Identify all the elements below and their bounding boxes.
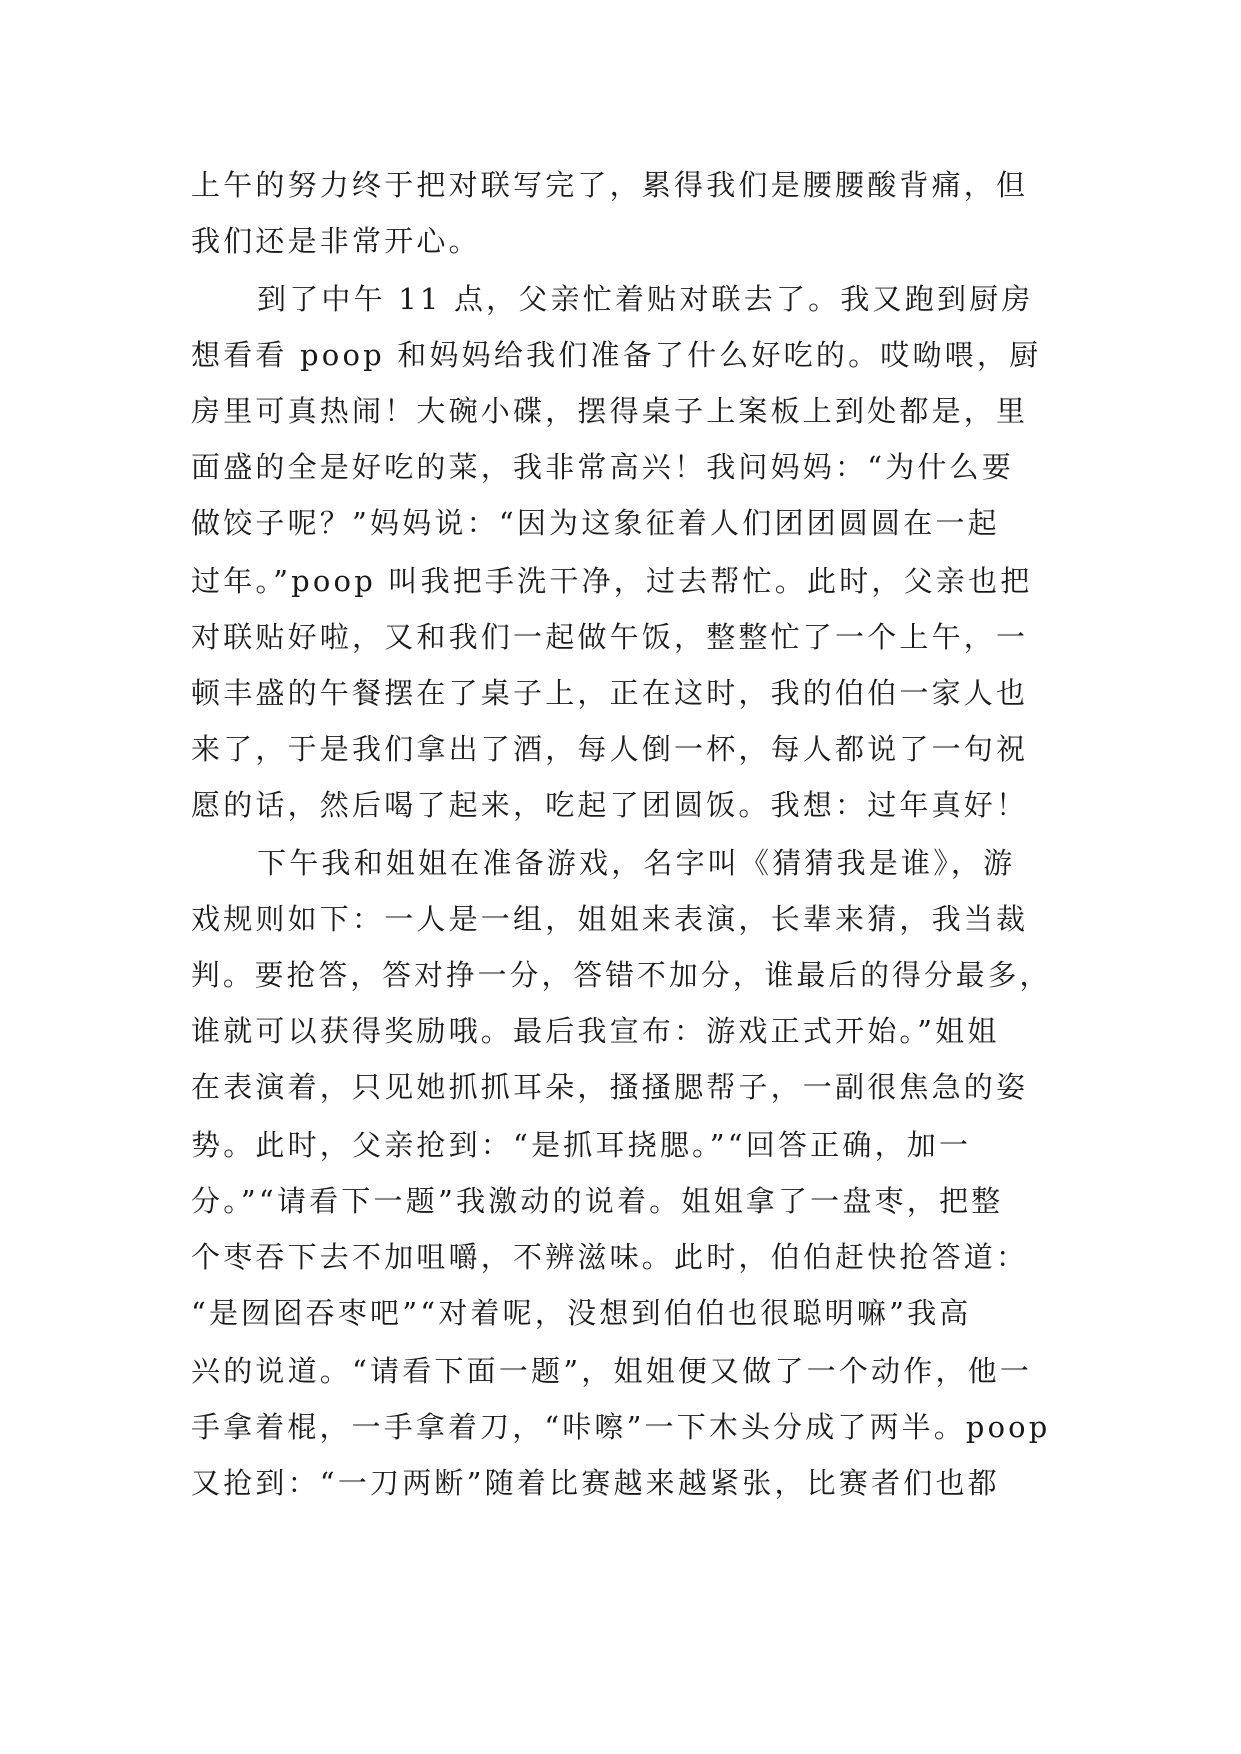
text-line: 上午的努力终于把对联写完了，累得我们是腰腰酸背痛，但 (191, 168, 1029, 202)
text-line: “是囫囵吞枣吧”“对着呢，没想到伯伯也很聪明嘛”我高 (191, 1296, 972, 1330)
text-line: 在表演着，只见她抓抓耳朵，搔搔腮帮子，一副很焦急的姿 (191, 1070, 1029, 1104)
text-line: 兴的说道。“请看下面一题”，姐姐便又做了一个动作，他一 (191, 1354, 1033, 1388)
text-line: 谁就可以获得奖励哦。最后我宣布：游戏正式开始。”姐姐 (191, 1014, 1000, 1048)
text-line: 判。要抢答，答对挣一分，答错不加分，谁最后的得分最多， (191, 958, 1052, 992)
text-line: 又抢到：“一刀两断”随着比赛越来越紧张，比赛者们也都 (191, 1466, 1000, 1500)
text-line: 戏规则如下：一人是一组，姐姐来表演，长辈来猜，我当裁 (191, 902, 1029, 936)
paragraph-start-line: 下午我和姐姐在准备游戏，名字叫《猜猜我是谁》，游 (257, 846, 1016, 880)
text-line: 手拿着棍，一手拿着刀，“咔嚓”一下木头分成了两半。poop (191, 1410, 1051, 1444)
text-line: 个枣吞下去不加咀嚼，不辨滋味。此时，伯伯赶快抢答道： (191, 1240, 1029, 1274)
text-line: 房里可真热闹！大碗小碟，摆得桌子上案板上到处都是，里 (191, 394, 1029, 428)
text-line: 对联贴好啦，又和我们一起做午饭，整整忙了一个上午，一 (191, 620, 1029, 654)
text-line: 顿丰盛的午餐摆在了桌子上，正在这时，我的伯伯一家人也 (191, 676, 1029, 710)
text-line: 想看看 poop 和妈妈给我们准备了什么好吃的。哎呦喂，厨 (191, 338, 1042, 372)
text-line: 愿的话，然后喝了起来，吃起了团圆饭。我想：过年真好！ (191, 788, 1029, 822)
text-line: 我们还是非常开心。 (191, 224, 481, 258)
text-line: 来了，于是我们拿出了酒，每人倒一杯，每人都说了一句祝 (191, 732, 1029, 766)
text-line: 势。此时，父亲抢到：“是抓耳挠腮。”“回答正确，加一 (191, 1128, 972, 1162)
text-line: 分。”“请看下一题”我激动的说着。姐姐拿了一盘枣，把整 (191, 1184, 1004, 1218)
text-line: 过年。”poop 叫我把手洗干净，过去帮忙。此时，父亲也把 (191, 564, 1033, 598)
paragraph-start-line: 到了中午 11 点，父亲忙着贴对联去了。我又跑到厨房 (257, 282, 1034, 316)
text-line: 面盛的全是好吃的菜，我非常高兴！我问妈妈：“为什么要 (191, 450, 1015, 484)
text-line: 做饺子呢？”妈妈说：“因为这象征着人们团团圆圆在一起 (191, 506, 1000, 540)
